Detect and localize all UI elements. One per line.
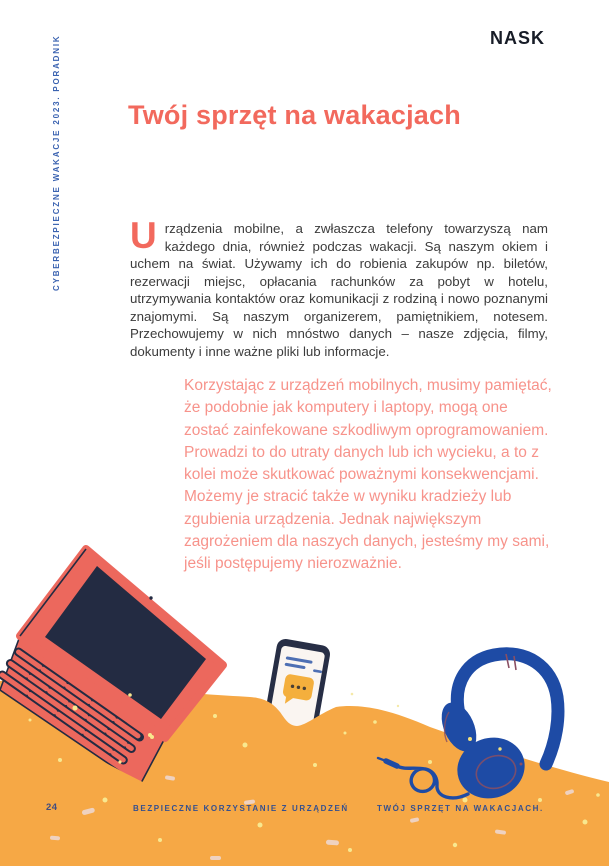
intro-text: rządzenia mobilne, a zwłaszcza telefony towarzyszą nam każdego dnia, również podczas wakacji. Są naszym okiem i uchem na świat. Używamy ich do robienia zakupów np. biletów, rezerwacji miejsc, opłacania rachunków za pobyt w hotelu, utrzymywania kontaktów oraz komunikacji z rodziną i nowo poznanymi znajomymi. Są naszym organizerem, pamiętnikiem, notesem. Przechowujemy w nich mnóstwo danych – nasze zdjęcia, filmy, dokumenty i inne ważne pliki lub informacje. — [130, 221, 548, 359]
page-title: Twój sprzęt na wakacjach — [128, 100, 461, 131]
nask-logo: NASK — [489, 28, 545, 48]
sidebar-vertical-label: CYBERBEZPIECZNE WAKACJE 2023. PORADNIK — [52, 34, 61, 291]
webcam-dot — [149, 596, 152, 599]
footer-section-left: BEZPIECZNE KORZYSTANIE Z URZĄDZEŃ — [133, 804, 349, 813]
pull-quote: Korzystając z urządzeń mobilnych, musimy pamiętać, że podobnie jak komputery i laptopy, mogą one zostać zainfekowane szkodliwym oprogramowaniem. Prowadzi to do utraty danych lub ich wycieku, a to z kolei może skutkować poważnymi konsekwencjami. Możemy je stracić także w wyniku kradzieży lub zgubienia urządzenia. Jednak największym zagrożeniem dla naszych danych, jesteśmy my sami, jeśli postępujemy nierozważnie. — [184, 377, 552, 573]
drop-cap: U — [130, 215, 157, 256]
footer-section-right: TWÓJ SPRZĘT NA WAKACJACH. — [377, 804, 544, 813]
page-number: 24 — [46, 802, 58, 813]
